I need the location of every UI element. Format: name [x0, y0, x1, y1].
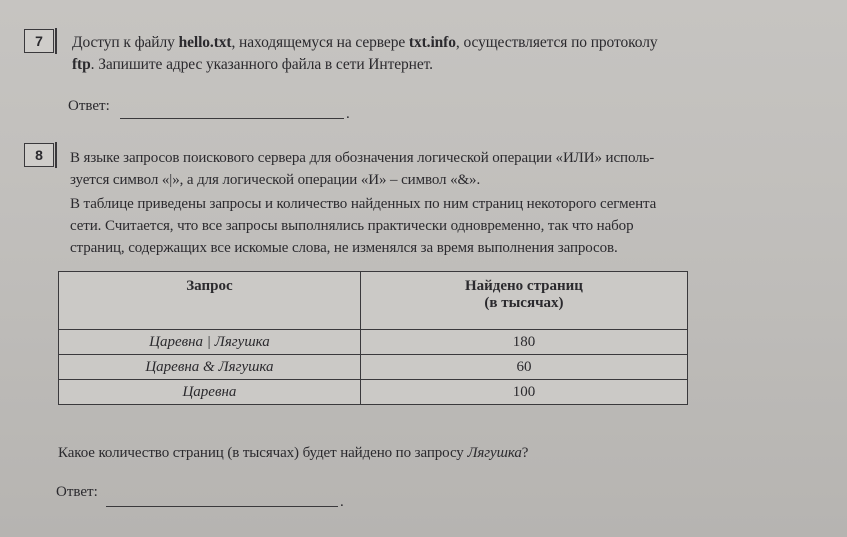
query-table — [58, 271, 688, 405]
task-8-number: 8 — [24, 143, 54, 167]
row-3-pages: 100 — [360, 380, 687, 405]
task-7-number: 7 — [24, 29, 54, 53]
question-word: Лягушка — [467, 445, 522, 461]
task-8-answer-line[interactable] — [106, 506, 338, 507]
header-pages: Найдено страниц (в тысячах) — [360, 272, 687, 330]
row-1-query: Царевна | Лягушка — [59, 330, 361, 355]
row-1-pages: 180 — [360, 330, 687, 355]
task-7-answer-end: . — [346, 106, 350, 122]
protocol-name: ftp — [72, 56, 91, 73]
task-8-line-4: сети. Считается, что все запросы выполнялись практически одновременно, так что набор — [70, 218, 634, 234]
task-8-line-5: страниц, содержащих все искомые слова, не изменялся за время выполнения запросов. — [70, 240, 618, 256]
table-row — [59, 355, 688, 380]
task-7-text: Доступ к файлу hello.txt, находящемуся на сервере txt.info, осуществляется по протоколу ftp. Запишите адрес указанного файла в сети Интернет. — [72, 34, 658, 73]
task-7-answer-line[interactable] — [120, 118, 344, 119]
table-row — [59, 380, 688, 405]
header-query: Запрос — [59, 272, 361, 330]
task-8-answer-label: Ответ: — [56, 484, 98, 500]
task-8-line-3: В таблице приведены запросы и количество найденных по ним страниц некоторого сегмента — [70, 196, 657, 212]
task-8-question: Какое количество страниц (в тысячах) будет найдено по запросу Лягушка? — [58, 445, 529, 461]
server-name: txt.info — [408, 34, 456, 51]
task-7-answer-label: Ответ: — [68, 98, 110, 114]
task-8-line-2: зуется символ «|», а для логической операции «И» – символ «&». — [70, 172, 481, 188]
task-8-line-1: В языке запросов поискового сервера для обозначения логической операции «ИЛИ» исполь- — [70, 150, 655, 166]
table-header-row — [59, 272, 688, 330]
task-8-answer-end: . — [340, 494, 344, 510]
row-2-query: Царевна & Лягушка — [59, 355, 361, 380]
task-8-text — [70, 147, 770, 259]
table-row — [59, 330, 688, 355]
row-2-pages: 60 — [360, 355, 687, 380]
file-name: hello.txt — [178, 34, 232, 51]
row-3-query: Царевна — [59, 380, 361, 405]
